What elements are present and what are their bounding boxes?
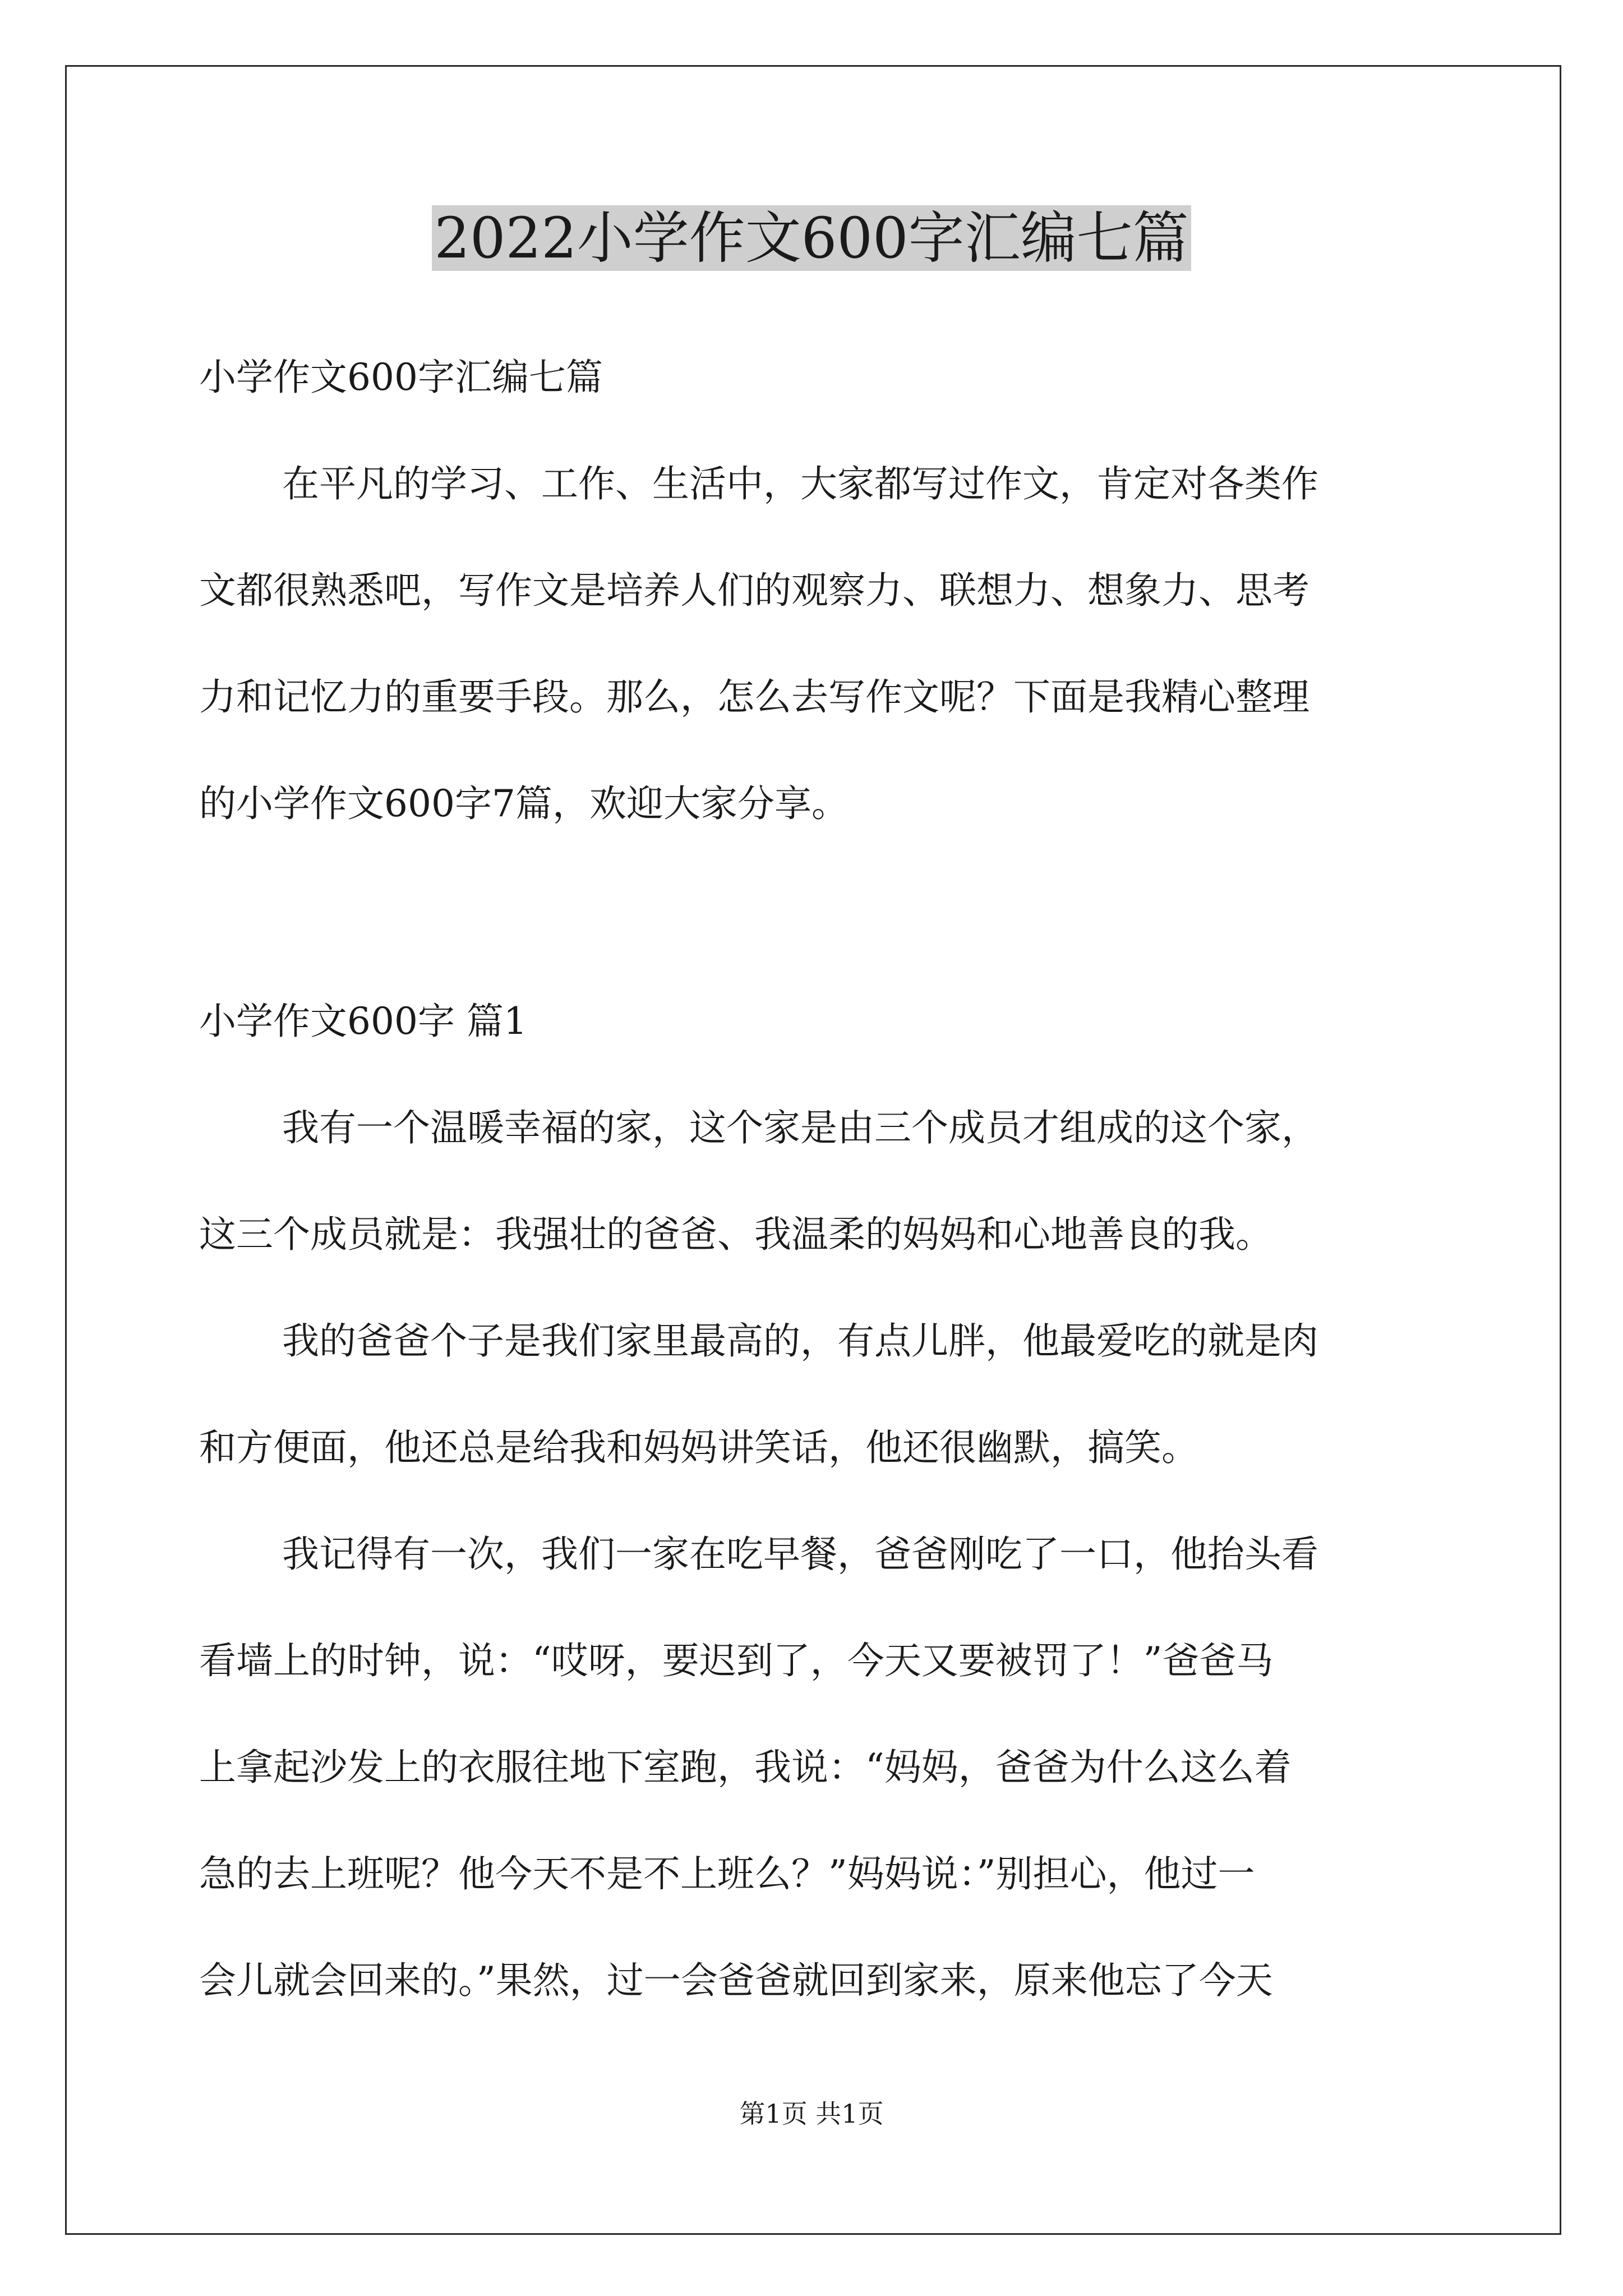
paragraph-line: 力和记忆力的重要手段。那么，怎么去写作文呢？下面是我精心整理: [199, 675, 1310, 719]
paragraph-line: 的小学作文600字7篇，欢迎大家分享。: [199, 782, 849, 825]
paragraph-line: 看墙上的时钟，说：“哎呀，要迟到了，今天又要被罚了！”爸爸马: [199, 1639, 1274, 1682]
document-title: [0, 202, 1623, 275]
paragraph-line: 文都很熟悉吧，写作文是培养人们的观察力、联想力、想象力、思考: [199, 569, 1310, 612]
paragraph-line: 我的爸爸个子是我们家里最高的，有点儿胖，他最爱吃的就是肉: [282, 1319, 1318, 1363]
paragraph-line: 这三个成员就是：我强壮的爸爸、我温柔的妈妈和心地善良的我。: [199, 1213, 1272, 1256]
paragraph-line: 急的去上班呢？他今天不是不上班么？”妈妈说：”别担心，他过一: [199, 1852, 1255, 1895]
paragraph-line: 会儿就会回来的。”果然，过一会爸爸就回到家来，原来他忘了今天: [199, 1959, 1273, 2002]
page-footer: 第1页 共1页: [739, 2099, 884, 2129]
paragraph-line: 和方便面，他还总是给我和妈妈讲笑话，他还很幽默，搞笑。: [199, 1426, 1198, 1469]
paragraph-line: 我记得有一次，我们一家在吃早餐，爸爸刚吃了一口，他抬头看: [282, 1533, 1318, 1576]
paragraph-line: 我有一个温暖幸福的家，这个家是由三个成员才组成的这个家，: [282, 1106, 1318, 1149]
document-title-text: 2022小学作文600字汇编七篇: [432, 205, 1191, 271]
paragraph-line: 在平凡的学习、工作、生活中，大家都写过作文，肯定对各类作: [282, 462, 1318, 505]
document-subtitle: 小学作文600字汇编七篇: [199, 356, 603, 399]
paragraph-line: 上拿起沙发上的衣服往地下室跑，我说：“妈妈，爸爸为什么这么着: [199, 1746, 1292, 1789]
section-heading: 小学作文600字 篇1: [199, 1000, 527, 1043]
